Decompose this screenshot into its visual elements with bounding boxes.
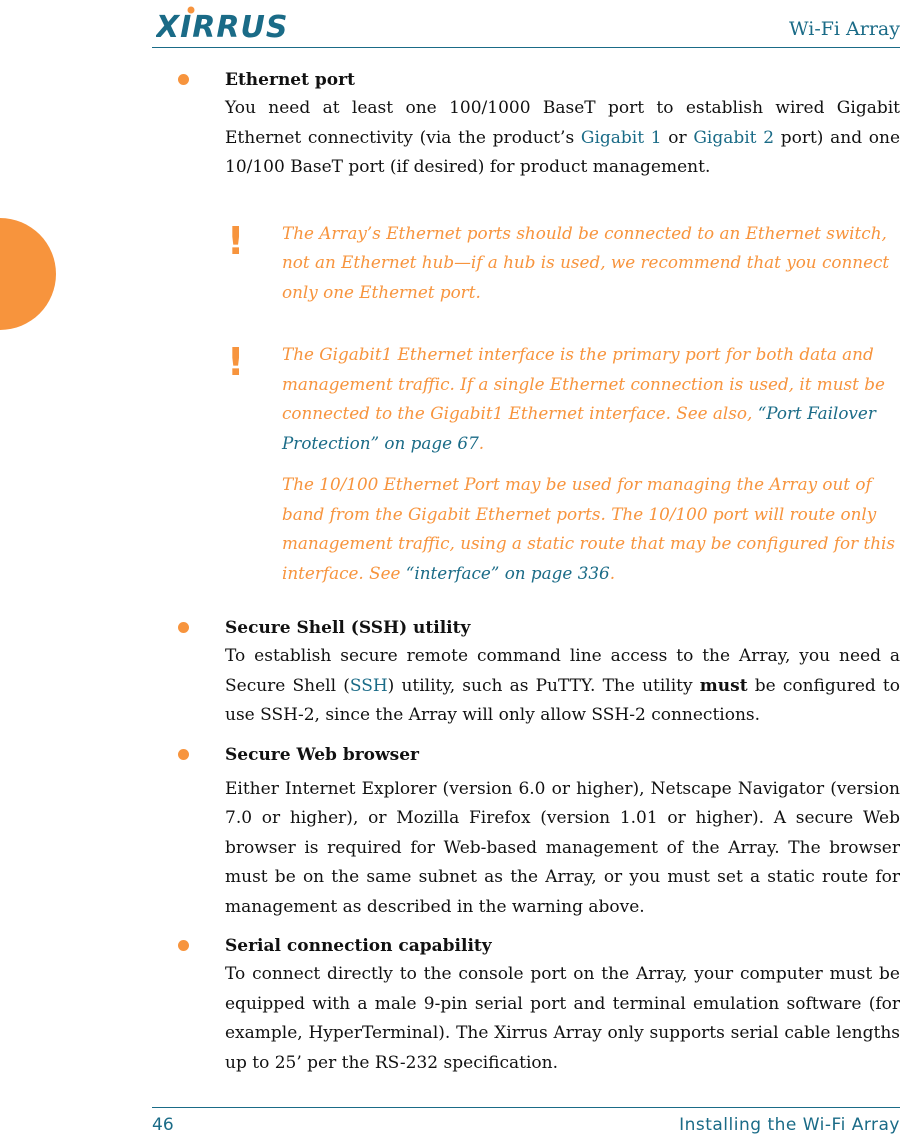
item-body: To establish secure remote command line access to the Array, you need a Secure Shell (SSH) utility, such as PuTTY. The utility must be configured to use SSH-2, since the Array will only allow SSH-2 connections. <box>225 646 900 725</box>
footer-title: Installing the Wi-Fi Array <box>679 1115 900 1135</box>
footer-divider <box>152 1107 900 1108</box>
item-title: Secure Web browser <box>225 744 419 765</box>
page-header <box>152 0 900 52</box>
bullet-icon <box>178 74 189 85</box>
header-divider <box>152 47 900 48</box>
bullet-icon <box>178 622 189 633</box>
link-port-failover[interactable]: “Port Failover Protection” on page 67 <box>282 403 876 453</box>
main-content <box>178 66 900 1078</box>
bullet-icon <box>178 940 189 951</box>
warning-note-ethernet-switch <box>178 219 900 308</box>
item-title: Ethernet port <box>225 70 355 90</box>
list-item-web-browser <box>178 741 900 923</box>
item-body: Either Internet Explorer (version 6.0 or higher), Netscape Navigator (version 7.0 or higher), or Mozilla Firefox (version 1.01 or higher). A secure Web browser is required for Web-based management of the Array. The browser must be on the same subnet as the Array, or you must set a static route for management as described in the warning above. <box>225 778 900 917</box>
link-gigabit-1[interactable]: Gigabit 1 <box>580 127 662 148</box>
warning-icon: ! <box>227 218 245 263</box>
item-body: To connect directly to the console port on the Array, your computer must be equipped with a male 9-pin serial port and terminal emulation software (for example, HyperTerminal). The Xirrus Array only supports serial cable lengths up to 25’ per the RS-232 specification. <box>225 964 900 1073</box>
link-interface[interactable]: “interface” on page 336 <box>405 562 610 583</box>
warning-note-gigabit1 <box>178 340 900 588</box>
xirrus-logo <box>156 6 308 40</box>
item-title: Secure Shell (SSH) utility <box>225 618 471 638</box>
list-item-ethernet-port <box>178 66 900 183</box>
header-title: Wi-Fi Array <box>789 18 900 40</box>
note-text: The Gigabit1 Ethernet interface is the primary port for both data and management traffic. If a single Ethernet connection is used, it must be connected to the Gigabit1 Ethernet interface. See also, “Port Failover Protection” on page 67. <box>282 344 885 453</box>
list-item-serial-connection <box>178 932 900 1078</box>
note-text: The 10/100 Ethernet Port may be used for managing the Array out of band from the Gigabit Ethernet ports. The 10/100 port will route only management traffic, using a static route that may be configured for this interface. See “interface” on page 336. <box>282 474 896 583</box>
item-title: Serial connection capability <box>225 936 492 956</box>
link-gigabit-2[interactable]: Gigabit 2 <box>693 127 775 148</box>
section-tab-marker <box>0 218 56 330</box>
item-body: You need at least one 100/1000 BaseT port to establish wired Gigabit Ethernet connectivity (via the product’s Gigabit 1 or Gigabit 2 port) and one 10/100 BaseT port (if desired) for product management. <box>225 98 901 177</box>
note-text: The Array’s Ethernet ports should be connected to an Ethernet switch, not an Ethernet hub—if a hub is used, we recommend that you connect only one Ethernet port. <box>282 222 890 302</box>
warning-icon: ! <box>227 340 245 384</box>
page-footer <box>152 1107 900 1137</box>
link-ssh[interactable]: SSH <box>349 675 388 696</box>
page-number: 46 <box>152 1115 174 1135</box>
logo-wordmark: XIRRUS <box>156 10 289 40</box>
list-item-ssh-utility <box>178 614 900 731</box>
bullet-icon <box>178 749 189 760</box>
